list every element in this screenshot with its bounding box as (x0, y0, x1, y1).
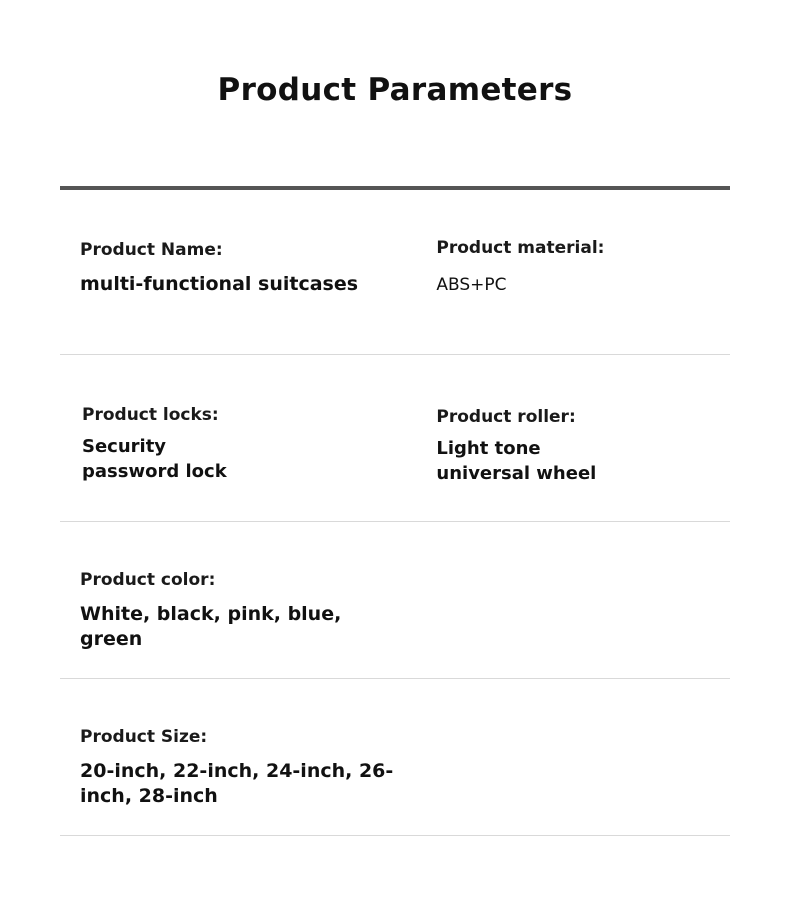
parameter-value-line: Security (82, 436, 167, 458)
parameter-label: Product Name: (80, 240, 223, 260)
table-row (60, 522, 730, 679)
parameter-value-line: universal wheel (436, 462, 597, 484)
table-row (60, 190, 730, 355)
parameters-table (60, 186, 730, 836)
parameter-value: White, black, pink, blue, green (80, 603, 342, 651)
parameter-value: multi-functional suitcases (80, 273, 359, 296)
table-row (60, 355, 730, 522)
parameter-cell-product-size (60, 727, 408, 809)
parameter-value: 20-inch, 22-inch, 24-inch, 26-inch, 28-inch (80, 760, 394, 808)
parameter-cell-product-color (60, 570, 408, 652)
parameter-cell-product-roller (408, 405, 730, 486)
page-title: Product Parameters (217, 72, 573, 108)
parameter-value (436, 437, 730, 486)
parameter-value (82, 435, 408, 484)
parameter-label: Product Size: (80, 727, 208, 747)
parameter-cell-product-material (408, 240, 730, 296)
parameter-label: Product locks: (82, 405, 219, 425)
table-row (60, 679, 730, 836)
parameter-label: Product roller: (436, 407, 576, 427)
parameter-label: Product color: (80, 570, 216, 590)
parameter-cell-product-name (60, 240, 408, 297)
parameter-label: Product material: (436, 238, 605, 258)
parameter-value-line: Light tone (436, 438, 541, 460)
parameter-value-line: password lock (82, 460, 227, 482)
parameter-value: ABS+PC (436, 275, 507, 296)
parameter-cell-product-locks (60, 405, 408, 484)
